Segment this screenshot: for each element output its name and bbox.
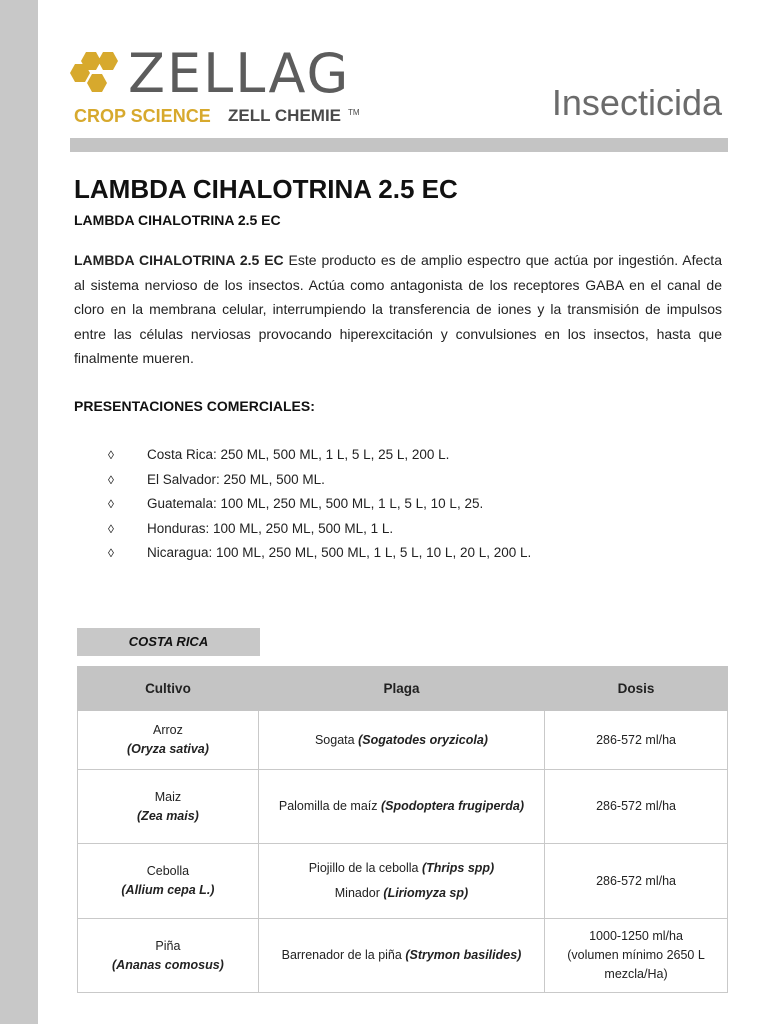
honeycomb-icon	[70, 50, 118, 94]
left-margin-bar	[0, 0, 38, 1024]
header-divider	[70, 138, 728, 152]
column-header-crop: Cultivo	[78, 667, 259, 711]
product-category: Insecticida	[551, 82, 722, 123]
presentations-heading: PRESENTACIONES COMERCIALES:	[74, 398, 315, 414]
dosage-table	[77, 666, 728, 993]
table-header-row	[78, 667, 728, 711]
dose-cell: 1000-1250 ml/ha (volumen mínimo 2650 L mezcla/Ha)	[545, 919, 728, 993]
column-header-pest: Plaga	[258, 667, 544, 711]
pest-cell: Piojillo de la cebolla (Thrips spp) Minador (Liriomyza sp)	[258, 844, 544, 919]
description-lead: LAMBDA CIHALOTRINA 2.5 EC	[74, 252, 284, 268]
table-row	[78, 711, 728, 770]
diamond-bullet-icon: ◊	[108, 546, 114, 560]
table-row	[78, 770, 728, 844]
diamond-bullet-icon: ◊	[108, 472, 114, 487]
product-subtitle: LAMBDA CIHALOTRINA 2.5 EC	[74, 212, 281, 228]
product-description	[74, 248, 722, 371]
brand-name: ZELLAG	[128, 42, 351, 105]
product-title: LAMBDA CIHALOTRINA 2.5 EC	[74, 174, 458, 204]
pest-cell: Barrenador de la piña (Strymon basilides)	[258, 919, 544, 993]
dose-cell: 286-572 ml/ha	[545, 844, 728, 919]
diamond-bullet-icon: ◊	[108, 521, 114, 536]
crop-cell: Arroz (Oryza sativa)	[78, 711, 259, 770]
pest-cell: Palomilla de maíz (Spodoptera frugiperda)	[258, 770, 544, 844]
dose-cell: 286-572 ml/ha	[545, 770, 728, 844]
brand-tagline-zell-chemie: ZELL CHEMIE	[228, 106, 342, 125]
crop-cell: Cebolla (Allium cepa L.)	[78, 844, 259, 919]
column-header-dose: Dosis	[545, 667, 728, 711]
country-label: COSTA RICA	[77, 628, 260, 656]
crop-cell: Maiz (Zea mais)	[78, 770, 259, 844]
table-row	[78, 844, 728, 919]
brand-tagline-crop-science: CROP SCIENCE	[74, 106, 211, 126]
diamond-bullet-icon: ◊	[108, 497, 114, 511]
description-text: Este producto es de amplio espectro que actúa por ingestión. Afecta al sistema nervioso de los insectos. Actúa como antagonista de los receptores GABA en el canal de cloro en la membrana celular, interrumpiendo la transferencia de iones y la transmisión de impulsos entre las células nerviosas provocando hiperexcitación y convulsiones en los insectos, hasta que finalmente mueren.	[74, 252, 722, 366]
dose-cell: 286-572 ml/ha	[545, 711, 728, 770]
table-row	[78, 919, 728, 993]
pest-cell: Sogata (Sogatodes oryzicola)	[258, 711, 544, 770]
crop-cell: Piña (Ananas comosus)	[78, 919, 259, 993]
diamond-bullet-icon: ◊	[108, 448, 114, 462]
trademark-mark: TM	[348, 108, 360, 117]
